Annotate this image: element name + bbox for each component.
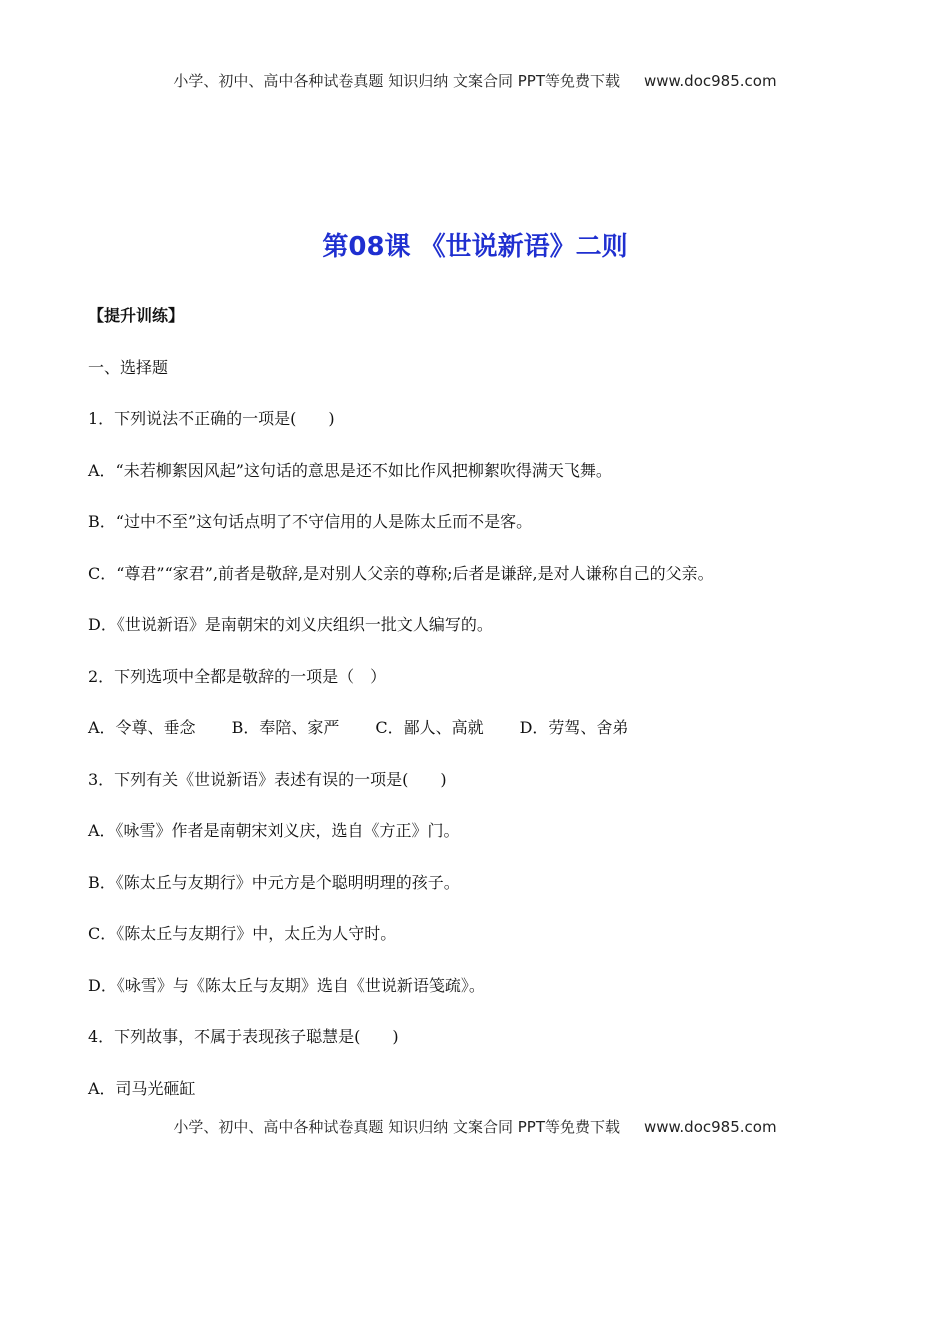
- question-1-option-a: A．“未若柳絮因风起”这句话的意思是还不如比作风把柳絮吹得满天飞舞。: [88, 460, 612, 480]
- question-1-option-d: D．《世说新语》是南朝宋的刘义庆组织一批文人编写的。: [88, 615, 493, 634]
- question-2-option-a: A．令尊、垂念: [88, 718, 196, 737]
- question-2-options: [88, 716, 878, 768]
- question-1-option-b: B．“过中不至”这句话点明了不守信用的人是陈太丘而不是客。: [88, 512, 533, 531]
- section-heading: 【提升训练】: [88, 306, 185, 325]
- question-1-option-c: C．“尊君”“家君”,前者是敬辞,是对别人父亲的尊称;后者是谦辞,是对人谦称自己的父亲。: [88, 563, 714, 583]
- page-footer: [0, 1116, 950, 1137]
- question-3-option-a: A．《咏雪》作者是南朝宋刘义庆，选自《方正》门。: [88, 821, 460, 840]
- question-2-stem: 2．下列选项中全都是敬辞的一项是（ ）: [88, 666, 387, 686]
- part-heading: 一、选择题: [88, 357, 169, 377]
- question-2-option-b: B．奉陪、家严: [231, 718, 340, 737]
- document-title: 第08课 《世说新语》二则: [322, 232, 628, 262]
- question-3-option-b: B．《陈太丘与友期行》中元方是个聪明明理的孩子。: [88, 872, 460, 892]
- question-3-stem: 3．下列有关《世说新语》表述有误的一项是( ): [88, 769, 447, 789]
- question-1-stem: 1．下列说法不正确的一项是( ): [88, 409, 335, 428]
- question-3-option-d: D．《咏雪》与《陈太丘与友期》选自《世说新语笺疏》。: [88, 975, 485, 995]
- footer-url[interactable]: www.doc985.com: [643, 1118, 777, 1136]
- question-3-option-c: C．《陈太丘与友期行》中，太丘为人守时。: [88, 924, 397, 943]
- document-body: [88, 304, 878, 1128]
- page-header: [0, 70, 950, 91]
- question-4-stem: 4．下列故事，不属于表现孩子聪慧是( ): [88, 1027, 399, 1046]
- question-2-option-c: C．鄙人、高就: [375, 718, 484, 737]
- header-text: 小学、初中、高中各种试卷真题 知识归纳 文案合同 PPT等免费下载: [173, 72, 620, 90]
- question-2-option-d: D．劳驾、舍弟: [519, 718, 629, 737]
- footer-text: 小学、初中、高中各种试卷真题 知识归纳 文案合同 PPT等免费下载: [173, 1118, 620, 1136]
- header-url[interactable]: www.doc985.com: [643, 72, 777, 90]
- question-4-option-a: A．司马光砸缸: [88, 1078, 196, 1098]
